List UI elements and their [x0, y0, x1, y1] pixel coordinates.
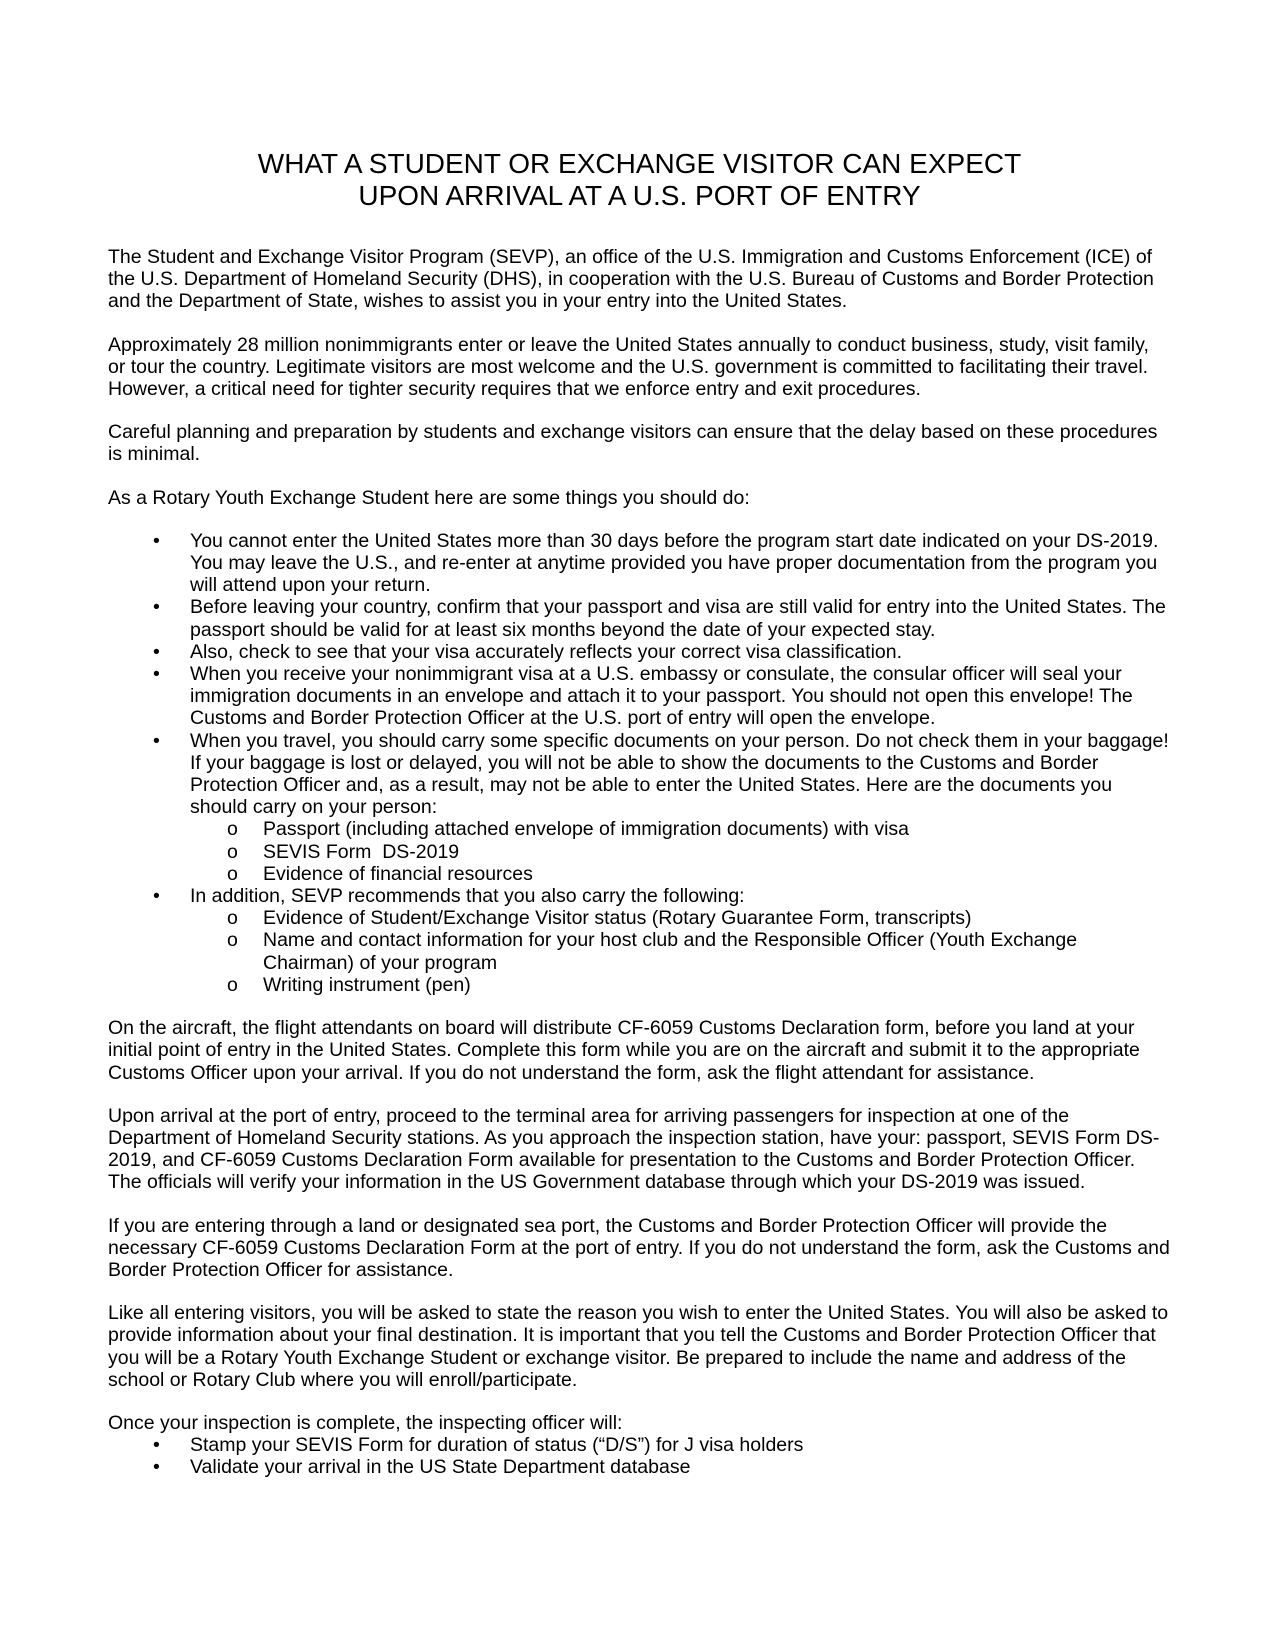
bullet-icon: •: [153, 885, 160, 908]
sub-checklist-item: [190, 841, 1171, 863]
checklist-item-text: When you receive your nonimmigrant visa at a U.S. embassy or consulate, the consular officer will seal your immigration documents in an envelope and attach it to your passport. You should not open this envelope! The Customs and Border Protection Officer at the U.S. port of entry will open the envelope.: [190, 663, 1139, 730]
inspection-step: [108, 1434, 1171, 1456]
checklist-item: [108, 663, 1171, 730]
sub-checklist: [190, 818, 1171, 885]
sub-bullet-icon: o: [227, 818, 238, 841]
sub-checklist: [190, 907, 1171, 996]
checklist-item: [108, 729, 1175, 885]
paragraph-sevp-intro: The Student and Exchange Visitor Program (SEVP), an office of the U.S. Immigration and Customs Enforcement (ICE) of the U.S. Department of Homeland Security (DHS), in cooperation with the U.S. Bureau of Customs and Border Protection and the Department of State, wishes to assist you in your entry into the United States.: [108, 246, 1160, 313]
checklist-item: [108, 530, 1171, 597]
sub-checklist-item: [190, 974, 1171, 996]
bullet-icon: •: [153, 529, 160, 552]
inspection-step: [108, 1456, 1171, 1478]
paragraph-careful-planning: Careful planning and preparation by students and exchange visitors can ensure that the delay based on these procedures is minimal.: [108, 421, 1163, 466]
sub-checklist-item: [190, 818, 1171, 840]
inspection-step-text: Validate your arrival in the US State Department database: [190, 1456, 691, 1479]
inspection-step-text: Stamp your SEVIS Form for duration of status (“D/S”) for J visa holders: [190, 1434, 804, 1457]
rotary-student-checklist: [108, 529, 1175, 996]
checklist-item-text: Also, check to see that your visa accurately reflects your correct visa classification.: [190, 640, 903, 663]
checklist-lead: As a Rotary Youth Exchange Student here are some things you should do:: [108, 486, 750, 509]
sub-checklist-item-text: Passport (including attached envelope of immigration documents) with visa: [263, 818, 909, 841]
sub-checklist-item-text: Name and contact information for your host club and the Responsible Officer (Youth Exchange Chairman) of your program: [263, 929, 1083, 974]
sub-checklist-item-text: Writing instrument (pen): [263, 973, 471, 996]
bullet-icon: •: [153, 640, 160, 663]
paragraph-port-arrival: Upon arrival at the port of entry, proceed to the terminal area for arriving passengers for inspection at one of the Department of Homeland Security stations. As you approach the inspection station, have your: passport, SEVIS Form DS-2019, and CF-6059 Customs Declaration Form available for presentation to the Customs and Border Protection Officer. The officials will verify your information in the US Government database through which your DS-2019 was issued.: [108, 1104, 1160, 1194]
checklist-item: [108, 641, 1171, 663]
sub-checklist-item: [190, 863, 1171, 885]
title-line-1: WHAT A STUDENT OR EXCHANGE VISITOR CAN EXPECT: [257, 148, 1022, 179]
sub-checklist-item-text: Evidence of financial resources: [263, 862, 533, 885]
document-title: [108, 148, 1171, 212]
checklist-item-text: You cannot enter the United States more than 30 days before the program start date indicated on your DS-2019. You may leave the U.S., and re-enter at anytime provided you have proper documentation from the program you will attend upon your return.: [190, 529, 1169, 597]
checklist-item-text: In addition, SEVP recommends that you also carry the following:: [190, 885, 745, 908]
bullet-icon: •: [153, 1434, 160, 1457]
sub-bullet-icon: o: [227, 929, 238, 952]
checklist-item-text: Before leaving your country, confirm that your passport and visa are still valid for entry into the United States. The passport should be valid for at least six months beyond the date of your expected stay.: [190, 596, 1172, 641]
sub-bullet-icon: o: [227, 973, 238, 996]
sub-bullet-icon: o: [227, 840, 238, 863]
checklist-item: [108, 885, 1171, 996]
paragraph-aircraft-form: On the aircraft, the flight attendants on board will distribute CF-6059 Customs Declaration form, before you land at your initial point of entry in the United States. Complete this form while you are on the aircraft and submit it to the appropriate Customs Officer upon your arrival. If you do not understand the form, ask the flight attendant for assistance.: [108, 1017, 1146, 1084]
inspection-lead: Once your inspection is complete, the inspecting officer will:: [108, 1411, 623, 1434]
bullet-icon: •: [153, 1456, 160, 1479]
paragraph-state-reason: Like all entering visitors, you will be asked to state the reason you wish to enter the United States. You will also be asked to provide information about your final destination. It is important that you tell the Customs and Border Protection Officer that you will be a Rotary Youth Exchange Student or exchange visitor. Be prepared to include the name and address of the school or Rotary Club where you will enroll/participate.: [108, 1302, 1174, 1391]
bullet-icon: •: [153, 663, 160, 686]
sub-bullet-icon: o: [227, 862, 238, 885]
checklist-item-text: When you travel, you should carry some specific documents on your person. Do not check them in your baggage! If your baggage is lost or delayed, you will not be able to show the documents to the Customs and Border Protection Officer and, as a result, may not be able to enter the United States. Here are the documents you should carry on your person:: [190, 729, 1175, 819]
sub-checklist-item: [190, 907, 1171, 929]
inspection-steps-list: [108, 1434, 1171, 1478]
paragraph-nonimmigrant-numbers: Approximately 28 million nonimmigrants enter or leave the United States annually to conduct business, study, visit family, or tour the country. Legitimate visitors are most welcome and the U.S. government is committed to facilitating their travel. However, a critical need for tighter security requires that we enforce entry and exit procedures.: [108, 333, 1155, 401]
sub-checklist-item-text: SEVIS Form DS-2019: [263, 840, 460, 863]
bullet-icon: •: [153, 729, 160, 752]
bullet-icon: •: [153, 596, 160, 619]
sub-checklist-item: [190, 929, 1171, 973]
checklist-item: [108, 596, 1171, 640]
sub-checklist-item-text: Evidence of Student/Exchange Visitor status (Rotary Guarantee Form, transcripts): [263, 907, 972, 930]
title-line-2: UPON ARRIVAL AT A U.S. PORT OF ENTRY: [358, 180, 921, 211]
sub-bullet-icon: o: [227, 907, 238, 930]
paragraph-land-sea-port: If you are entering through a land or designated sea port, the Customs and Border Protection Officer will provide the necessary CF-6059 Customs Declaration Form at the port of entry. If you do not understand the form, ask the Customs and Border Protection Officer for assistance.: [108, 1214, 1176, 1281]
